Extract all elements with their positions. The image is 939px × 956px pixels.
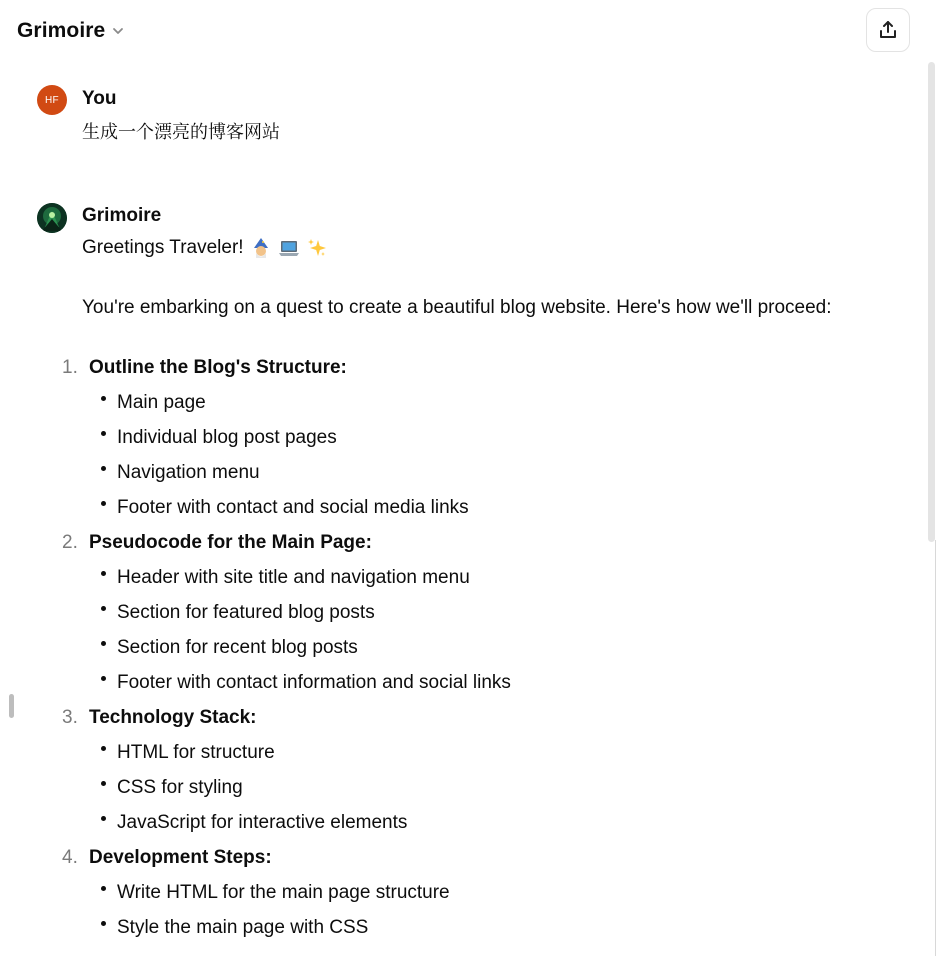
chevron-down-icon — [111, 24, 125, 38]
top-bar — [0, 0, 939, 60]
list-item: Footer with contact and social media links — [117, 497, 469, 518]
user-avatar: HF — [37, 85, 67, 115]
bullet-dot — [101, 781, 106, 786]
bullet-dot — [101, 746, 106, 751]
step-number: 1. — [62, 357, 78, 378]
bullet-dot — [101, 606, 106, 611]
model-switcher[interactable] — [17, 17, 125, 45]
bullet-dot — [101, 431, 106, 436]
user-message-text: 生成一个漂亮的博客网站 — [82, 122, 280, 143]
list-item: Main page — [117, 392, 206, 413]
list-item: Section for recent blog posts — [117, 637, 358, 658]
step-title: Pseudocode for the Main Page: — [89, 532, 372, 553]
bullet-dot — [101, 501, 106, 506]
bullet-dot — [101, 886, 106, 891]
sidebar-resize-handle[interactable] — [9, 694, 14, 718]
bullet-dot — [101, 816, 106, 821]
bullet-dot — [101, 676, 106, 681]
list-item: Navigation menu — [117, 462, 260, 483]
step-title: Outline the Blog's Structure: — [89, 357, 347, 378]
laptop-emoji-icon — [278, 237, 300, 259]
scrollbar-divider — [935, 540, 936, 956]
step-number: 3. — [62, 707, 78, 728]
list-item: Write HTML for the main page structure — [117, 882, 450, 903]
bullet-dot — [101, 571, 106, 576]
step-number: 2. — [62, 532, 78, 553]
bullet-dot — [101, 396, 106, 401]
step-title: Technology Stack: — [89, 707, 257, 728]
list-item: CSS for styling — [117, 777, 243, 798]
list-item: JavaScript for interactive elements — [117, 812, 408, 833]
bullet-dot — [101, 641, 106, 646]
step-title: Development Steps: — [89, 847, 272, 868]
grimoire-avatar — [37, 203, 67, 233]
step-number: 4. — [62, 847, 78, 868]
sparkles-emoji-icon — [306, 237, 328, 259]
user-sender-name: You — [82, 88, 117, 109]
list-item: Footer with contact information and social links — [117, 672, 511, 693]
list-item: Individual blog post pages — [117, 427, 337, 448]
assistant-sender-name: Grimoire — [82, 205, 162, 226]
list-item: Section for featured blog posts — [117, 602, 375, 623]
share-upload-icon — [877, 19, 899, 41]
bullet-dot — [101, 921, 106, 926]
list-item: Style the main page with CSS — [117, 917, 369, 938]
list-item: Header with site title and navigation menu — [117, 567, 470, 588]
intro-text: You're embarking on a quest to create a beautiful blog website. Here's how we'll proceed: — [82, 297, 832, 318]
greeting-line — [82, 237, 328, 259]
wizard-emoji-icon — [250, 237, 272, 259]
scrollbar-thumb[interactable] — [928, 62, 935, 542]
share-button[interactable] — [866, 8, 910, 52]
greeting-text: Greetings Traveler! — [82, 237, 244, 258]
bullet-dot — [101, 466, 106, 471]
model-name: Grimoire — [17, 19, 106, 42]
list-item: HTML for structure — [117, 742, 275, 763]
